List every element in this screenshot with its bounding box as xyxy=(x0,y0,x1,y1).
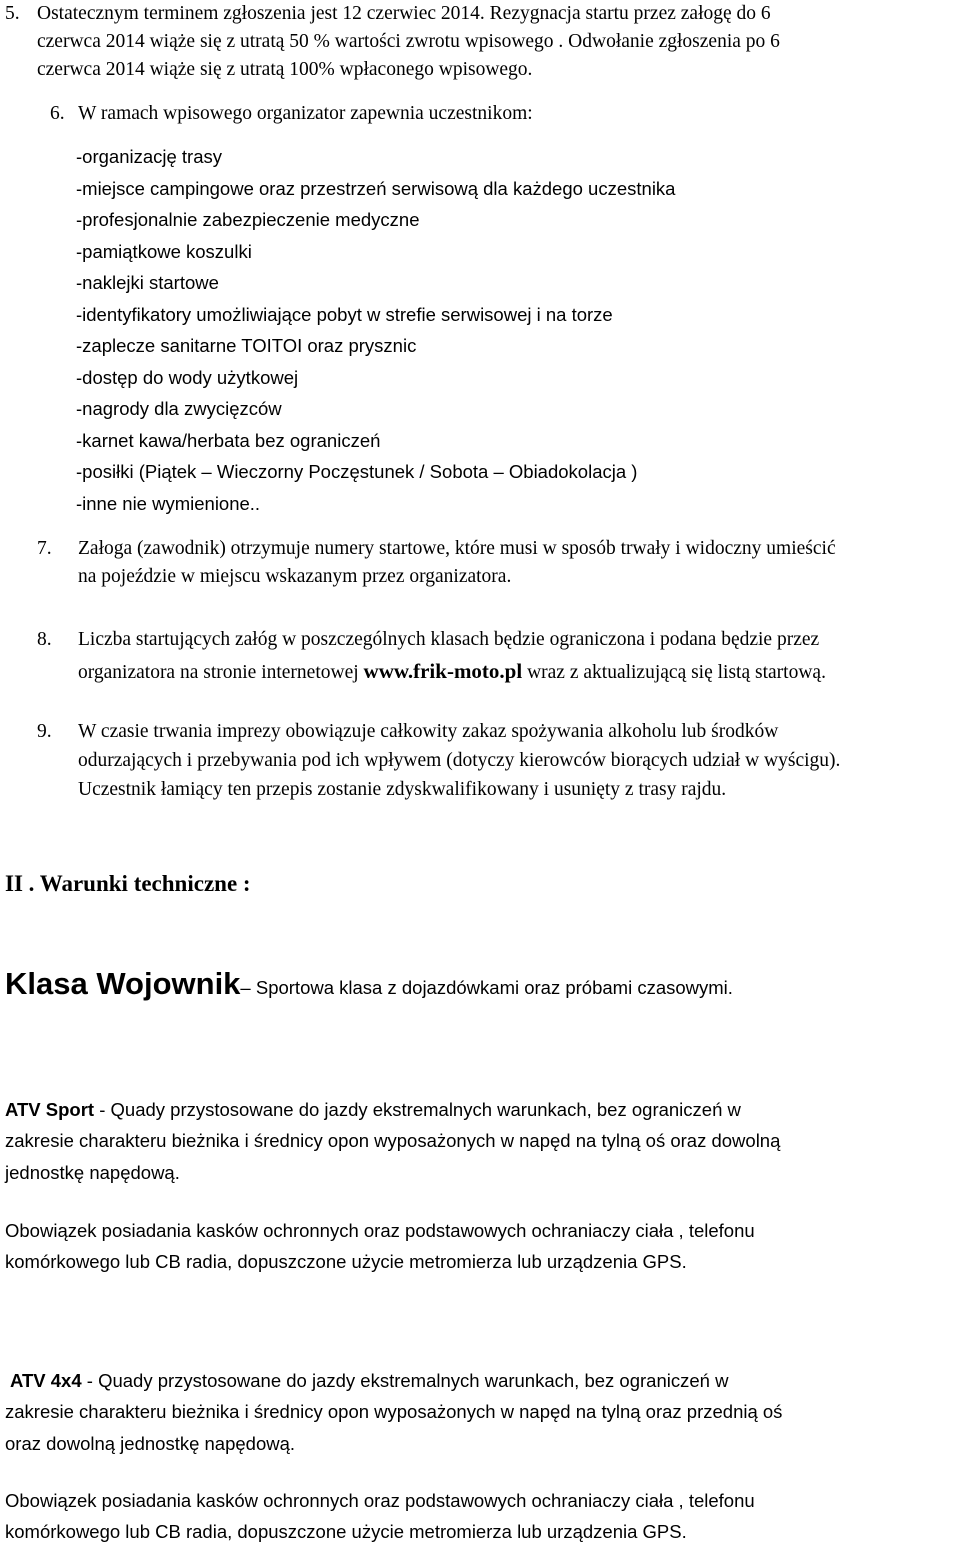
list-item: -inne nie wymienione.. xyxy=(76,493,261,514)
item-6-number: 6. xyxy=(50,103,65,124)
item-8-number: 8. xyxy=(37,629,52,650)
atv-sport-label: ATV Sport xyxy=(5,1099,95,1120)
list-item: -organizację trasy xyxy=(76,146,223,167)
item-8-line-2-pre: organizatora na stronie internetowej xyxy=(78,662,364,683)
atv-sport-obligation-2: komórkowego lub CB radia, dopuszczone użycie metromierza lub urządzenia GPS. xyxy=(5,1251,687,1272)
list-item: -miejsce campingowe oraz przestrzeń serwisową dla każdego uczestnika xyxy=(76,178,676,199)
atv-sport-line-3: jednostkę napędową. xyxy=(5,1162,180,1183)
item-8-line-2-post: wraz z aktualizującą się listą startową. xyxy=(522,662,826,683)
list-item: -zaplecze sanitarne TOITOI oraz prysznic xyxy=(76,335,417,356)
list-item: -karnet kawa/herbata bez ograniczeń xyxy=(76,430,381,451)
section-heading: II . Warunki techniczne : xyxy=(5,871,251,896)
atv-sport-line-2: zakresie charakteru bieżnika i średnicy opon wyposażonych w napęd na tylną oś oraz dowolną xyxy=(5,1130,781,1151)
list-item: -identyfikatory umożliwiające pobyt w strefie serwisowej i na torze xyxy=(76,304,613,325)
item-9-line-2: odurzających i przebywania pod ich wpływem (dotyczy kierowców biorących udział w wyścigu). xyxy=(78,750,841,771)
class-name: Klasa Wojownik xyxy=(5,966,241,1001)
item-8-line-1: Liczba startujących załóg w poszczególnych klasach będzie ograniczona i podana będzie przez xyxy=(78,629,820,650)
website-link[interactable]: www.frik-moto.pl xyxy=(363,659,523,683)
class-description: – Sportowa klasa z dojazdówkami oraz próbami czasowymi. xyxy=(240,977,733,998)
atv-4x4-line-2: zakresie charakteru bieżnika i średnicy opon wyposażonych w napęd na tylną oraz przednią oś xyxy=(5,1401,783,1422)
item-9-line-1: W czasie trwania imprezy obowiązuje całkowity zakaz spożywania alkoholu lub środków xyxy=(78,721,779,742)
atv-4x4-line-3: oraz dowolną jednostkę napędową. xyxy=(5,1433,296,1454)
list-item: -dostęp do wody użytkowej xyxy=(76,367,299,388)
list-item: -naklejki startowe xyxy=(76,272,219,293)
item-7-line-1: Załoga (zawodnik) otrzymuje numery startowe, które musi w sposób trwały i widoczny umieścić xyxy=(78,538,836,559)
item-5-line-1: Ostatecznym terminem zgłoszenia jest 12 czerwiec 2014. Rezygnacja startu przez załogę do 6 xyxy=(37,3,771,24)
item-7-line-2: na pojeździe w miejscu wskazanym przez organizatora. xyxy=(78,566,512,587)
list-item: -nagrody dla zwycięzców xyxy=(76,398,282,419)
item-5-line-3: czerwca 2014 wiąże się z utratą 100% wpłaconego wpisowego. xyxy=(37,59,533,80)
item-9-line-3: Uczestnik łamiący ten przepis zostanie zdyskwalifikowany i usunięty z trasy rajdu. xyxy=(78,779,727,800)
item-7-number: 7. xyxy=(37,538,52,559)
atv-sport-obligation-1: Obowiązek posiadania kasków ochronnych oraz podstawowych ochraniaczy ciała , telefonu xyxy=(5,1220,755,1241)
atv-4x4-obligation-1: Obowiązek posiadania kasków ochronnych oraz podstawowych ochraniaczy ciała , telefonu xyxy=(5,1490,755,1511)
item-5-line-2: czerwca 2014 wiąże się z utratą 50 % wartości zwrotu wpisowego . Odwołanie zgłoszenia po 6 xyxy=(37,31,780,52)
item-9-number: 9. xyxy=(37,721,52,742)
list-item: -pamiątkowe koszulki xyxy=(76,241,252,262)
item-8-line-2 xyxy=(78,661,826,683)
atv-4x4-obligation-2: komórkowego lub CB radia, dopuszczone użycie metromierza lub urządzenia GPS. xyxy=(5,1521,687,1542)
list-item: -profesjonalnie zabezpieczenie medyczne xyxy=(76,209,420,230)
class-heading xyxy=(5,968,733,999)
atv-sport-line-1: ATV Sport - Quady przystosowane do jazdy ekstremalnych warunkach, bez ograniczeń w xyxy=(5,1099,741,1120)
item-5-number: 5. xyxy=(5,3,20,24)
atv-4x4-line-1: ATV 4x4 - Quady przystosowane do jazdy ekstremalnych warunkach, bez ograniczeń w xyxy=(10,1370,729,1391)
atv-4x4-label: ATV 4x4 xyxy=(10,1370,82,1391)
item-6-intro: W ramach wpisowego organizator zapewnia uczestnikom: xyxy=(78,103,533,124)
list-item: -posiłki (Piątek – Wieczorny Poczęstunek / Sobota – Obiadokolacja ) xyxy=(76,461,638,482)
